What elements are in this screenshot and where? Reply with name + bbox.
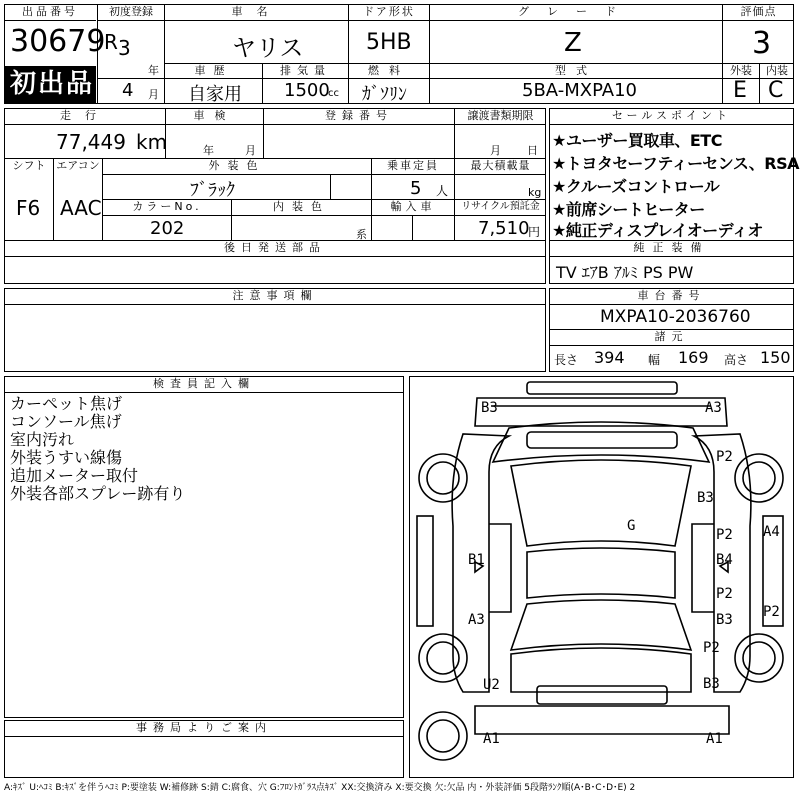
width-label: 幅 — [648, 353, 661, 367]
grade: Z — [564, 28, 582, 58]
windshield-shape — [511, 600, 691, 650]
damage-code-right-low-b: B3 — [716, 612, 733, 628]
first-registration-header: 初度登録 — [109, 5, 153, 18]
interior-grade-header: 内装 — [766, 64, 788, 77]
seat-count: 5 — [410, 178, 422, 199]
history-header: 車歴 — [194, 64, 233, 77]
damage-code-rear-right: A3 — [705, 400, 722, 416]
roof-shape — [511, 460, 691, 546]
height-value: 150 — [760, 348, 791, 367]
inspector-note-1: カーペット焦げ — [10, 394, 123, 413]
seats-header: 乗車定員 — [387, 159, 439, 172]
ac-header: エアコン — [56, 159, 100, 172]
inspector-note-5: 追加メーター取付 — [10, 466, 139, 485]
model-code: 5BA-MXPA10 — [522, 80, 637, 101]
damage-code-right-mid-p: P2 — [716, 527, 733, 543]
inspection-month-unit: 月 — [245, 144, 256, 157]
max-load-header: 最大積載量 — [470, 159, 531, 172]
displacement-unit: cc — [328, 88, 339, 99]
fuel-header: 燃料 — [368, 64, 410, 77]
damage-code-left-low: A3 — [468, 612, 485, 628]
equipment-header: 純正装備 — [633, 241, 710, 254]
exterior-color-header: 外装色 — [208, 159, 266, 172]
recycle-fee-header: リサイクル預託金 — [461, 201, 540, 212]
inspection-year-unit: 年 — [203, 144, 214, 157]
width-value: 169 — [678, 348, 709, 367]
inspector-note-2: コンソール焦げ — [10, 412, 122, 431]
mileage: 77,449 — [56, 130, 126, 154]
damage-code-front-left: A1 — [483, 731, 500, 747]
sales-point-3: ★クルーズコントロール — [552, 177, 720, 196]
damage-code-side-a4: A4 — [763, 524, 780, 540]
car-diagram — [409, 376, 794, 778]
length-label: 長さ — [554, 353, 579, 367]
damage-code-side-p2: P2 — [763, 604, 780, 620]
inspector-note-3: 室内汚れ — [10, 430, 75, 449]
car-name: ヤリス — [232, 34, 304, 62]
damage-code-right-upper-b: B3 — [697, 490, 714, 506]
registration-number-header: 登録番号 — [325, 109, 393, 122]
displacement-header: 排気量 — [280, 64, 331, 77]
damage-code-rear-left: B3 — [481, 400, 498, 416]
registration-year: 3 — [118, 36, 131, 60]
lot-number: 30679 — [10, 24, 106, 59]
lot-number-header: 出品番号 — [22, 5, 78, 18]
damage-code-roof: G — [627, 518, 636, 534]
mileage-unit: km — [136, 130, 168, 154]
left-side-panel-shape — [417, 516, 433, 626]
door-type: 5HB — [366, 30, 412, 55]
sales-point-4: ★前席シートヒーター — [552, 200, 705, 219]
sales-point-5: ★純正ディスプレイオーディオ — [552, 221, 763, 240]
load-unit: kg — [528, 186, 542, 199]
damage-code-right-mid-b: B4 — [716, 552, 733, 568]
interior-grade: C — [768, 78, 784, 103]
fuel-type: ｶﾞｿﾘﾝ — [362, 84, 407, 105]
shift-header: シフト — [12, 159, 46, 172]
height-label: 高さ — [724, 353, 749, 367]
transfer-day-unit: 日 — [527, 144, 538, 157]
damage-code-left-mid: B1 — [468, 552, 485, 568]
rear-spoiler-shape — [527, 382, 677, 394]
exterior-grade: E — [733, 78, 747, 103]
recycle-fee: 7,510 — [478, 218, 530, 239]
transfer-month-unit: 月 — [490, 144, 501, 157]
mileage-header: 走行 — [60, 109, 110, 122]
exterior-color: ﾌﾞﾗｯｸ — [190, 180, 235, 201]
year-unit: 年 — [148, 64, 159, 77]
interior-color-unit: 系 — [356, 228, 367, 241]
ac-type: AAC — [60, 196, 102, 220]
sales-point-2: ★トヨタセーフティーセンス、RSA — [552, 154, 800, 173]
grade-header: グレード — [518, 5, 634, 18]
door-type-header: ドア形状 — [363, 5, 415, 18]
vehicle-history: 自家用 — [188, 84, 242, 105]
inspector-note-6: 外装各部スプレー跡有り — [10, 484, 186, 503]
transfer-deadline-header: 譲渡書類期限 — [467, 109, 534, 122]
color-number-header: カラーNo. — [132, 200, 202, 213]
later-parts-header: 後日発送部品 — [224, 241, 326, 254]
damage-code-front-right: A1 — [706, 731, 723, 747]
length-value: 394 — [594, 348, 625, 367]
inspector-header: 検査員記入欄 — [153, 377, 255, 390]
interior-color-header: 内装色 — [273, 200, 330, 213]
damage-code-left-bottom: U2 — [483, 677, 500, 693]
registration-month: 4 — [122, 80, 134, 101]
month-unit: 月 — [148, 88, 159, 101]
front-bumper-shape — [475, 706, 729, 734]
chassis-header: 車台番号 — [637, 289, 706, 302]
score: 3 — [752, 26, 772, 61]
damage-code-right-upper-p: P2 — [716, 449, 733, 465]
score-header: 評価点 — [740, 5, 777, 18]
displacement: 1500 — [284, 80, 330, 101]
import-header: 輸入車 — [390, 200, 436, 213]
model-header: 型式 — [555, 64, 597, 77]
front-grille-shape — [537, 686, 667, 704]
sales-point-1: ★ユーザー買取車、ETC — [552, 131, 722, 150]
seat-unit: 人 — [436, 184, 449, 198]
damage-code-right-bottom-p: P2 — [703, 640, 720, 656]
damage-code-right-bottom-b: B3 — [703, 676, 720, 692]
damage-code-right-low-p: P2 — [716, 586, 733, 602]
sales-points-header: セールスポイント — [611, 109, 731, 122]
shift-type: F6 — [16, 196, 41, 220]
color-number: 202 — [150, 218, 185, 239]
exterior-grade-header: 外装 — [730, 64, 752, 77]
inspector-note-4: 外装うすい線傷 — [10, 448, 123, 467]
first-listing-label: 初出品 — [10, 69, 95, 99]
damage-legend: A:ｷｽﾞ U:ﾍｺﾐ B:ｷｽﾞを伴うﾍｺﾐ P:要塗装 W:補修跡 S:錆 C:腐食、穴 G:ﾌﾛﾝﾄｶﾞﾗｽ点ｷｽﾞ XX:交換済み X:要交換 欠:欠品 内・外装評価 5段階ﾗﾝｸ順(A･B･C･D･E) 2 — [4, 783, 636, 793]
inspection-header: 車検 — [193, 109, 236, 122]
specs-header: 諸元 — [654, 330, 689, 343]
chassis-number: MXPA10-2036760 — [600, 307, 751, 327]
car-name-header: 車名 — [231, 5, 282, 18]
era-label: R — [104, 30, 118, 54]
recycle-fee-unit: 円 — [528, 225, 541, 239]
equipment: TV ｴｱB ｱﾙﾐ PS PW — [556, 263, 694, 282]
notes-header: 注意事項欄 — [232, 289, 318, 302]
roof-mid-shape — [527, 548, 675, 598]
office-header: 事務局よりご案内 — [136, 721, 272, 734]
